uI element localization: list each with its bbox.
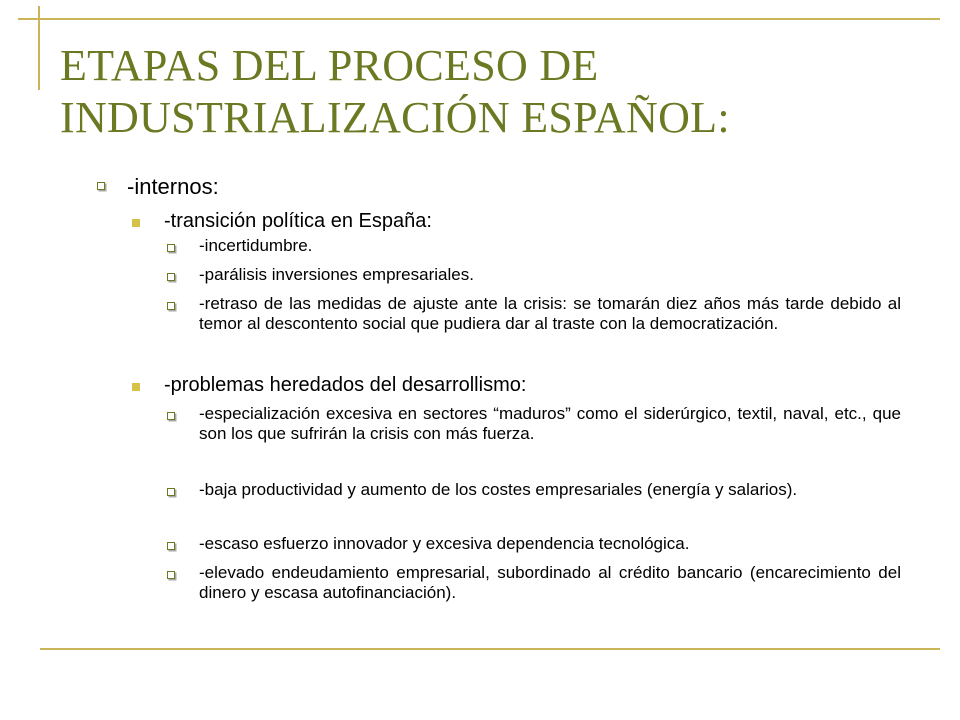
hollow-square-icon xyxy=(167,273,175,281)
list-item: -retraso de las medidas de ajuste ante la crisis: se tomarán diez años más tarde debido al temor al descontento social que pudiera dar al traste con la democratización. xyxy=(199,294,901,333)
bottom-rule xyxy=(40,648,940,650)
hollow-square-icon xyxy=(167,244,175,252)
hollow-square-icon xyxy=(167,571,175,579)
section-heading: -transición política en España: xyxy=(164,210,432,232)
hollow-square-icon xyxy=(167,412,175,420)
list-item: -escaso esfuerzo innovador y excesiva dependencia tecnológica. xyxy=(199,534,690,553)
title-line-1: ETAPAS DEL PROCESO DE xyxy=(60,41,599,90)
list-item: -baja productividad y aumento de los costes empresariales (energía y salarios). xyxy=(199,480,798,499)
top-rule xyxy=(18,18,940,20)
list-item: -elevado endeudamiento empresarial, subordinado al crédito bancario (encarecimiento del dinero y escasa autofinanciación). xyxy=(199,563,901,602)
list-item-level1: -internos: xyxy=(127,174,219,199)
hollow-square-icon xyxy=(167,488,175,496)
hollow-square-icon xyxy=(167,302,175,310)
list-item: -especialización excesiva en sectores “maduros” como el siderúrgico, textil, naval, etc., que son los que sufrirán la crisis con más fuerza. xyxy=(199,404,901,443)
solid-square-icon xyxy=(132,383,140,391)
hollow-square-icon xyxy=(97,182,105,190)
slide-title xyxy=(60,40,920,144)
list-item: -incertidumbre. xyxy=(199,236,313,255)
list-item: -parálisis inversiones empresariales. xyxy=(199,265,474,284)
solid-square-icon xyxy=(132,219,140,227)
left-rule xyxy=(38,6,40,90)
title-line-2: INDUSTRIALIZACIÓN ESPAÑOL: xyxy=(60,93,730,142)
section-heading: -problemas heredados del desarrollismo: xyxy=(164,374,527,396)
hollow-square-icon xyxy=(167,542,175,550)
